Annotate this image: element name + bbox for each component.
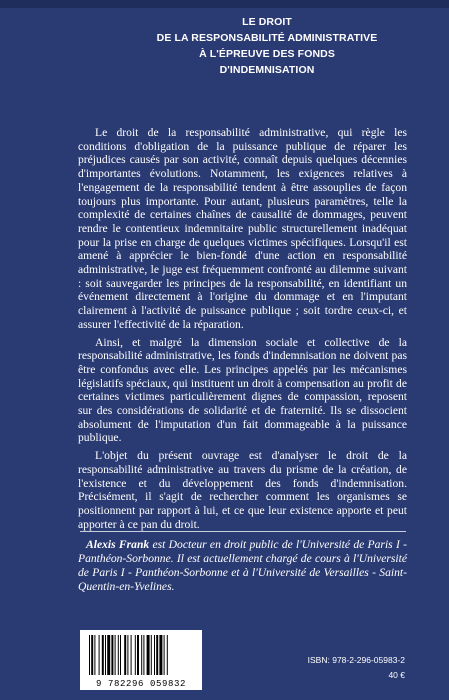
blurb-paragraph: Le droit de la responsabilité administrative, qui règle les conditions d'obligation de la puissance publique de réparer les préjudices causés par son activité, connaît depuis quelques décennies d'importantes évolutions. Notamment, les exigences relatives à l'engagement de la responsabilité tendent à être assouplies de façon toujours plus importante. Pour autant, plusieurs paramètres, telle la complexité de certaines chaînes de causalité de dommages, peuvent rendre le contentieux indemnitaire public structurellement inadéquat pour la prise en charge de quelques victimes spécifiques. Lorsqu'il est amené à apprécier le bien-fondé d'une action en responsabilité administrative, le juge est fréquemment confronté au dilemme suivant : soit sauvegarder les principes de la responsabilité, en identifiant un événement directement à l'origine du dommage et en l'imputant clairement à l'activité de puissance publique ; soit tordre ceux-ci, et assurer l'effectivité de la réparation. xyxy=(78,126,407,331)
back-cover-blurb xyxy=(78,126,407,535)
title-line: DE LA RESPONSABILITÉ ADMINISTRATIVE xyxy=(156,32,378,44)
title-line: À L'ÉPREUVE DES FONDS xyxy=(199,48,335,60)
title-line: LE DROIT xyxy=(242,16,292,28)
price: 40 € xyxy=(388,670,405,680)
author-bio xyxy=(78,538,407,594)
title-line: D'INDEMNISATION xyxy=(219,64,315,76)
isbn: ISBN: 978-2-296-05983-2 xyxy=(307,655,405,665)
barcode-digits: 9 782296 059832 xyxy=(95,679,186,689)
top-band xyxy=(0,0,449,8)
author-name: Alexis Frank xyxy=(86,538,150,551)
blurb-paragraph: Ainsi, et malgré la dimension sociale et collective de la responsabilité administrative, les fonds d'indemnisation ne doivent pas être confondus avec elle. Les principes appelés par les mécanismes législatifs spéciaux, qui instituent un droit à compensation au profit de certaines victimes particulièrement dignes de compassion, reposent sur des considérations de solidarité et de fraternité. Ils se dissocient absolument de l'imputation d'un fait dommageable à la puissance publique. xyxy=(78,335,407,445)
barcode-icon xyxy=(89,635,193,675)
barcode xyxy=(80,630,202,690)
blurb-paragraph: L'objet du présent ouvrage est d'analyser le droit de la responsabilité administrative au travers du prisme de la création, de l'existence et du développement des fonds d'indemnisation. Précisément, il s'agit de rechercher comment les organismes se positionnent par rapport à lui, et ce que leur existence apporte et peut apporter à ce pan du droit. xyxy=(78,449,407,531)
author-bio-text: est Docteur en droit public de l'Université de Paris I - Panthéon-Sorbonne. Il est actuellement chargé de cours à l'Université de Paris I - Panthéon-Sorbonne et à l'Université de Versailles - Saint-Quentin-en-Yvelines. xyxy=(78,538,407,593)
book-title xyxy=(117,14,417,78)
section-divider xyxy=(80,531,406,532)
